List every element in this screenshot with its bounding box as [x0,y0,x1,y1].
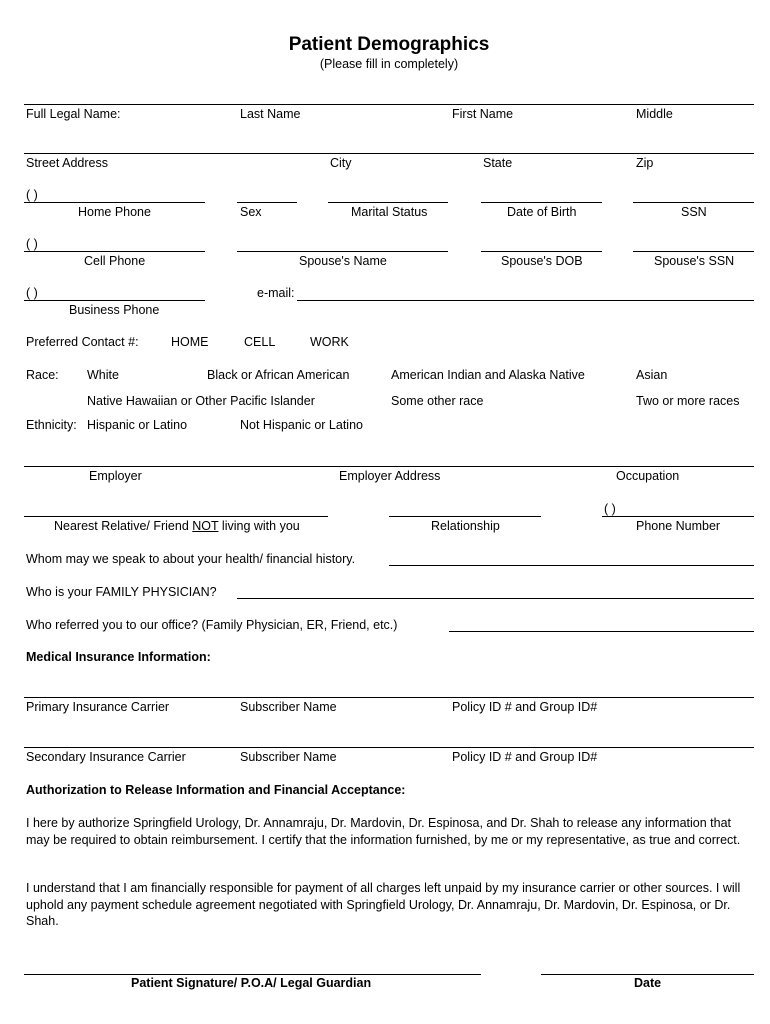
home-phone-paren: ( ) [26,188,38,202]
marital-status-label: Marital Status [351,205,428,219]
page-subtitle: (Please fill in completely) [319,57,459,71]
home-phone-label: Home Phone [78,205,151,219]
cell-phone-paren: ( ) [26,237,38,251]
race-option-two-or-more[interactable]: Two or more races [636,394,740,408]
ssn-line[interactable] [633,202,754,203]
sex-label: Sex [240,205,262,219]
ethnicity-option-not-hispanic[interactable]: Not Hispanic or Latino [240,418,363,432]
state-label: State [483,156,513,170]
spouse-name-label: Spouse's Name [299,254,387,268]
authorization-heading: Authorization to Release Information and Financial Acceptance: [26,783,406,797]
employer-label: Employer [89,469,142,483]
race-option-american-indian[interactable]: American Indian and Alaska Native [391,368,585,382]
family-physician-question: Who is your FAMILY PHYSICIAN? [26,585,217,599]
race-option-asian[interactable]: Asian [636,368,668,382]
preferred-contact-label: Preferred Contact #: [26,335,139,349]
signature-line[interactable] [24,974,481,975]
contact-option-work[interactable]: WORK [310,335,349,349]
contact-option-home[interactable]: HOME [171,335,209,349]
middle-label: Middle [636,107,673,121]
email-label: e-mail: [257,286,295,300]
business-phone-label: Business Phone [69,303,160,317]
primary-carrier-label: Primary Insurance Carrier [26,700,170,714]
race-option-white[interactable]: White [87,368,119,382]
ethnicity-label: Ethnicity: [26,418,77,432]
relative-label: Nearest Relative/ Friend NOT living with you [54,519,300,533]
referred-line[interactable] [449,631,754,632]
signature-label: Patient Signature/ P.O.A/ Legal Guardian [131,976,372,990]
spouse-name-line[interactable] [237,251,448,252]
cell-phone-label: Cell Phone [84,254,146,268]
street-address-label: Street Address [26,156,108,170]
last-name-label: Last Name [240,107,301,121]
city-label: City [330,156,352,170]
health-history-line[interactable] [389,565,754,566]
page-title: Patient Demographics [288,34,490,55]
dob-label: Date of Birth [507,205,577,219]
spouse-ssn-line[interactable] [633,251,754,252]
secondary-subscriber-label: Subscriber Name [240,750,337,764]
phone-number-label: Phone Number [636,519,721,533]
sex-line[interactable] [237,202,297,203]
ssn-label: SSN [681,205,707,219]
relationship-line[interactable] [389,516,541,517]
first-name-label: First Name [452,107,514,121]
marital-status-line[interactable] [328,202,448,203]
primary-subscriber-label: Subscriber Name [240,700,337,714]
race-label: Race: [26,368,59,382]
relative-line[interactable] [24,516,328,517]
spouse-dob-line[interactable] [481,251,602,252]
authorization-paragraph: I here by authorize Springfield Urology, Dr. Annamraju, Dr. Mardovin, Dr. Espinosa, and Dr. Shah to release any information that may be required to obtain reimbursement. I certify that the information furnished, by me or my representative, as true and correct. [26,816,741,847]
race-option-other[interactable]: Some other race [391,394,484,408]
referred-question: Who referred you to our office? (Family Physician, ER, Friend, etc.) [26,618,398,632]
spouse-ssn-label: Spouse's SSN [654,254,735,268]
race-option-native-hawaiian[interactable]: Native Hawaiian or Other Pacific Islander [87,394,315,408]
relative-phone-paren: ( ) [604,502,616,516]
relative-phone-line[interactable] [602,516,754,517]
race-option-black[interactable]: Black or African American [207,368,350,382]
secondary-policy-label: Policy ID # and Group ID# [452,750,598,764]
date-label: Date [634,976,662,990]
dob-line[interactable] [481,202,602,203]
relationship-label: Relationship [431,519,500,533]
employer-address-label: Employer Address [339,469,441,483]
insurance-heading: Medical Insurance Information: [26,650,211,664]
family-physician-line[interactable] [237,598,754,599]
occupation-label: Occupation [616,469,680,483]
ethnicity-option-hispanic[interactable]: Hispanic or Latino [87,418,188,432]
secondary-insurance-line[interactable] [24,747,754,748]
name-line[interactable] [24,104,754,105]
zip-label: Zip [636,156,654,170]
business-phone-line[interactable] [24,300,205,301]
home-phone-line[interactable] [24,202,205,203]
full-legal-name-label: Full Legal Name: [26,107,121,121]
address-line[interactable] [24,153,754,154]
email-line[interactable] [297,300,754,301]
health-history-question: Whom may we speak to about your health/ financial history. [26,552,356,566]
employer-line[interactable] [24,466,754,467]
business-phone-paren: ( ) [26,286,38,300]
financial-paragraph: I understand that I am financially responsible for payment of all charges left unpaid by my insurance carrier or other sources. I will uphold any payment schedule agreement negotiated with Springfield Urology, Dr. Annamraju, Dr. Mardovin, Dr. Espinosa, or Dr. Shah. [26,881,741,928]
primary-policy-label: Policy ID # and Group ID# [452,700,598,714]
date-line[interactable] [541,974,754,975]
cell-phone-line[interactable] [24,251,205,252]
spouse-dob-label: Spouse's DOB [501,254,583,268]
primary-insurance-line[interactable] [24,697,754,698]
secondary-carrier-label: Secondary Insurance Carrier [26,750,186,764]
contact-option-cell[interactable]: CELL [244,335,276,349]
